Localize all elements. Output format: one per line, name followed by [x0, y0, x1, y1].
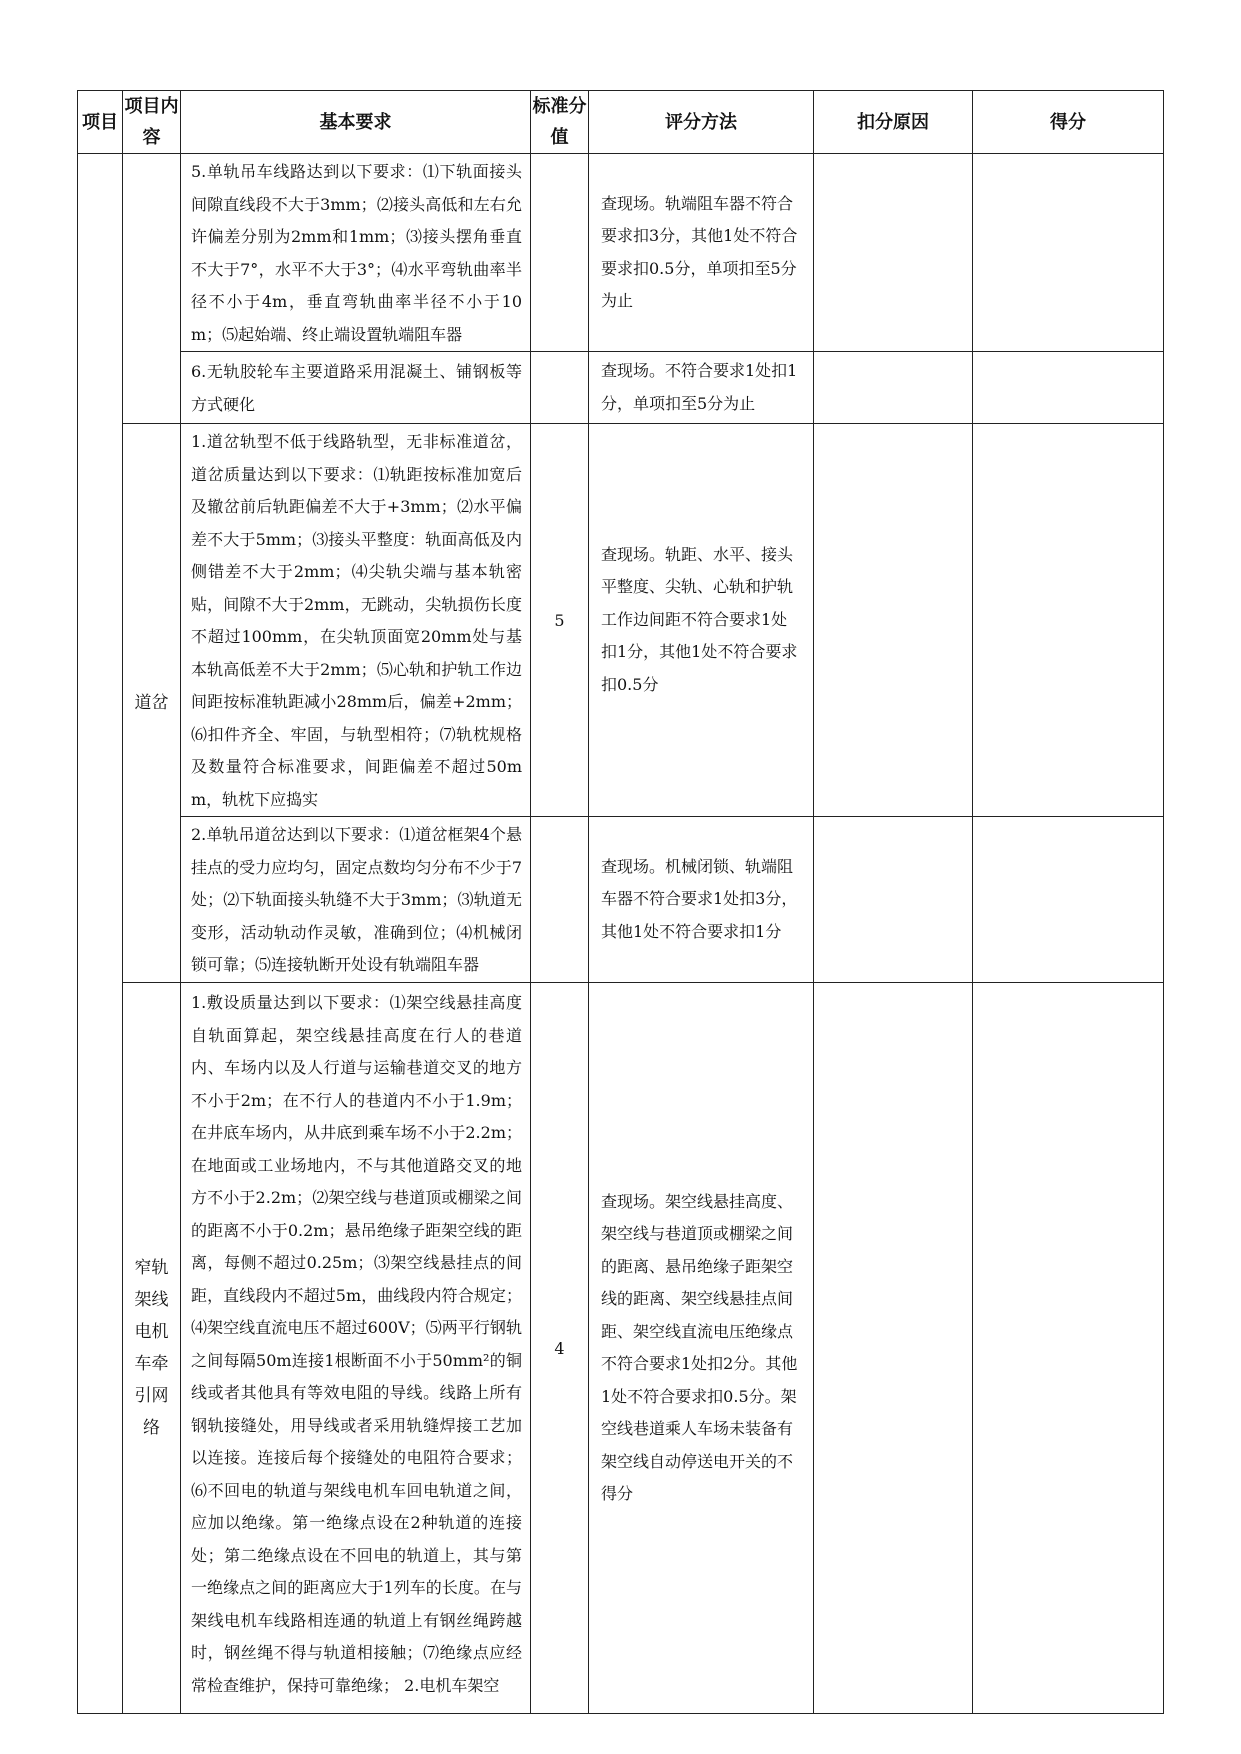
header-reason: 扣分原因	[814, 91, 973, 154]
deduction-reason-cell	[814, 817, 973, 983]
table-row	[78, 983, 1164, 1714]
score-got-cell	[973, 154, 1164, 352]
requirement-cell: 5.单轨吊车线路达到以下要求：⑴下轨面接头间隙直线段不大于3mm；⑵接头高低和左右允许偏差分别为2mm和1mm；⑶接头摆角垂直不大于7°，水平不大于3°；⑷水平弯轨曲率半径不小于4m，垂直弯轨曲率半径不小于10m；⑸起始端、终止端设置轨端阻车器	[181, 154, 531, 352]
header-method: 评分方法	[589, 91, 814, 154]
deduction-reason-cell	[814, 352, 973, 424]
score-cell	[531, 154, 589, 352]
score-cell: 5	[531, 424, 589, 817]
score-got-cell	[973, 352, 1164, 424]
score-cell	[531, 817, 589, 983]
requirement-cell: 2.单轨吊道岔达到以下要求：⑴道岔框架4个悬挂点的受力应均匀，固定点数均匀分布不少于7处；⑵下轨面接头轨缝不大于3mm；⑶轨道无变形，活动轨动作灵敏，准确到位；⑷机械闭锁可靠；⑸连接轨断开处设有轨端阻车器	[181, 817, 531, 983]
header-score: 标准分值	[531, 91, 589, 154]
method-cell: 查现场。轨端阻车器不符合要求扣3分，其他1处不符合要求扣0.5分，单项扣至5分为止	[589, 154, 814, 352]
header-item: 项目	[78, 91, 123, 154]
header-row	[78, 91, 1164, 154]
category-cell: 窄轨架线电机车牵引网络	[123, 983, 181, 1714]
deduction-reason-cell	[814, 154, 973, 352]
score-cell: 4	[531, 983, 589, 1714]
score-got-cell	[973, 983, 1164, 1714]
requirement-cell: 6.无轨胶轮车主要道路采用混凝土、铺钢板等方式硬化	[181, 352, 531, 424]
method-cell: 查现场。不符合要求1处扣1分，单项扣至5分为止	[589, 352, 814, 424]
header-got: 得分	[973, 91, 1164, 154]
score-got-cell	[973, 424, 1164, 817]
scoring-table	[77, 90, 1164, 1714]
method-cell: 查现场。架空线悬挂高度、架空线与巷道顶或棚梁之间的距离、悬吊绝缘子距架空线的距离、架空线悬挂点间距、架空线直流电压绝缘点不符合要求1处扣2分。其他1处不符合要求扣0.5分。架空线巷道乘人车场未装备有架空线自动停送电开关的不得分	[589, 983, 814, 1714]
table-row	[78, 154, 1164, 352]
item-cell	[78, 154, 123, 1714]
deduction-reason-cell	[814, 983, 973, 1714]
category-cell	[123, 154, 181, 424]
header-content: 项目内容	[123, 91, 181, 154]
header-requirement: 基本要求	[181, 91, 531, 154]
method-cell: 查现场。轨距、水平、接头平整度、尖轨、心轨和护轨工作边间距不符合要求1处扣1分，其他1处不符合要求扣0.5分	[589, 424, 814, 817]
requirement-text: 1.敷设质量达到以下要求：⑴架空线悬挂高度自轨面算起，架空线悬挂高度在行人的巷道内、车场内以及人行道与运输巷道交叉的地方不小于2m；在不行人的巷道内不小于1.9m；在井底车场内，从井底到乘车场不小于2.2m；在地面或工业场地内，不与其他道路交叉的地方不小于2.2m；⑵架空线与巷道顶或棚梁之间的距离不小于0.2m；悬吊绝缘子距架空线的距离，每侧不超过0.25m；⑶架空线悬挂点的间距，直线段内不超过5m，曲线段内符合规定；⑷架空线直流电压不超过600V；⑸两平行钢轨之间每隔50m连接1根断面不小于50mm²的铜线或者其他具有等效电阻的导线。线路上所有钢轨接缝处，用导线或者采用轨缝焊接工艺加以连接。连接后每个接缝处的电阻符合要求；⑹不回电的轨道与架线电机车回电轨道之间，应加以绝缘。第一绝缘点设在2种轨道的连接处；第二绝缘点设在不回电的轨道上，其与第一绝缘点之间的距离应大于1列车的长度。在与架线电机车线路相连通的轨道上有钢丝绳跨越时，钢丝绳不得与轨道相接触；⑺绝缘点应经常检查维护，保持可靠绝缘； 2.电机车架空	[191, 993, 522, 1695]
table-row	[78, 352, 1164, 424]
requirement-cell: 1.道岔轨型不低于线路轨型，无非标准道岔，道岔质量达到以下要求：⑴轨距按标准加宽后及辙岔前后轨距偏差不大于+3mm；⑵水平偏差不大于5mm；⑶接头平整度：轨面高低及内侧错差不大于2mm；⑷尖轨尖端与基本轨密贴，间隙不大于2mm，无跳动，尖轨损伤长度不超过100mm，在尖轨顶面宽20mm处与基本轨高低差不大于2mm；⑸心轨和护轨工作边间距按标准轨距减小28mm后，偏差+2mm；⑹扣件齐全、牢固，与轨型相符；⑺轨枕规格及数量符合标准要求，间距偏差不超过50mm，轨枕下应捣实	[181, 424, 531, 817]
score-got-cell	[973, 817, 1164, 983]
score-cell	[531, 352, 589, 424]
table-row	[78, 817, 1164, 983]
requirement-cell	[181, 983, 531, 1714]
method-cell: 查现场。机械闭锁、轨端阻车器不符合要求1处扣3分，其他1处不符合要求扣1分	[589, 817, 814, 983]
table-row	[78, 424, 1164, 817]
category-cell: 道岔	[123, 424, 181, 983]
deduction-reason-cell	[814, 424, 973, 817]
